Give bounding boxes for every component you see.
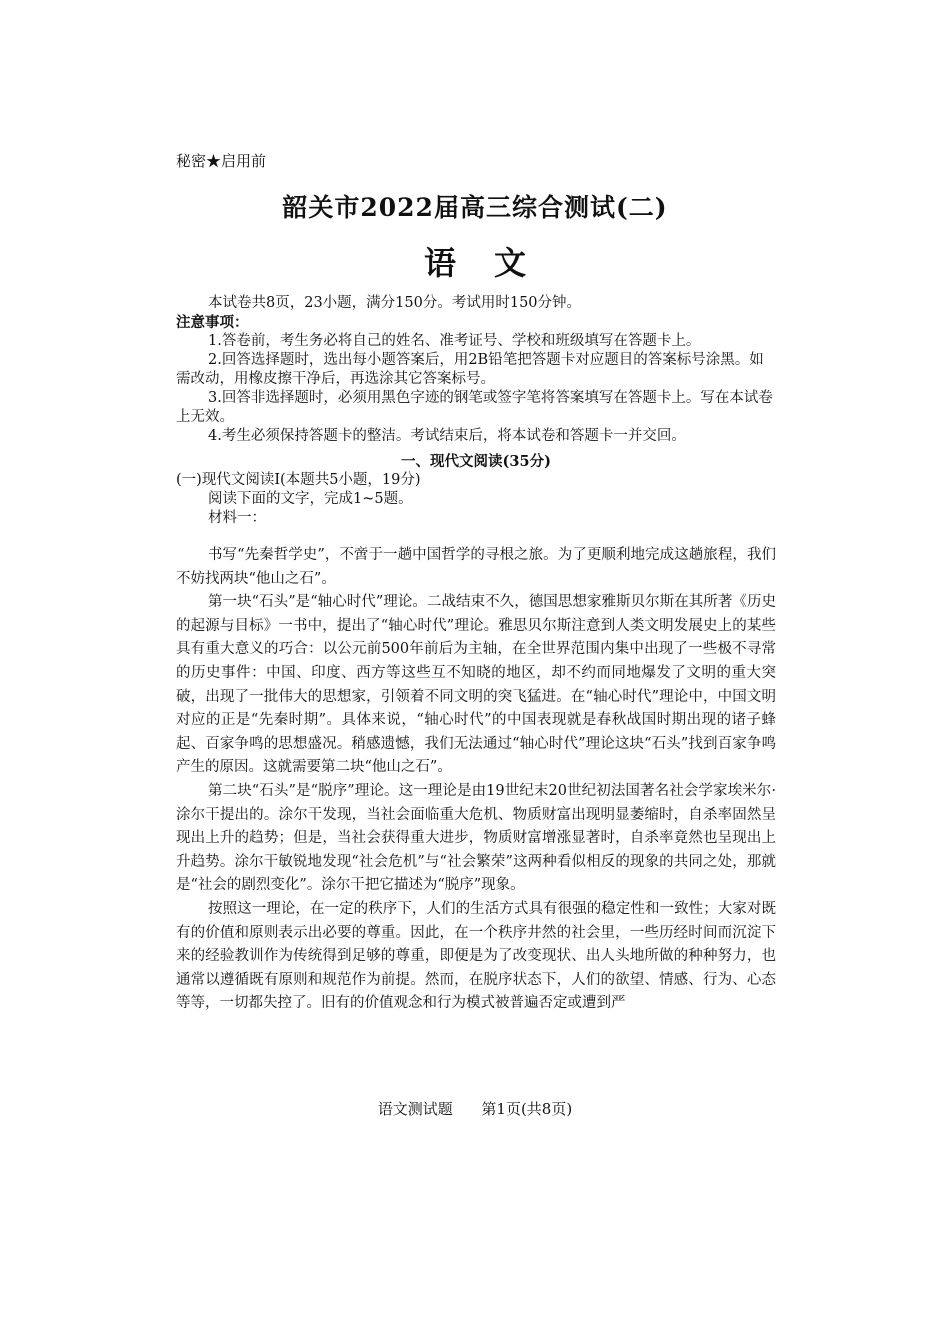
exam-title: 韶关市2022届高三综合测试(二)	[282, 193, 668, 222]
note-item: 2.回答选择题时，选出每小题答案后，用2B铅笔把答题卡对应题目的答案标号涂黑。如需改动，用橡皮擦干净后，再选涂其它答案标号。	[176, 352, 764, 387]
note-item: 4.考生必须保持答题卡的整洁。考试结束后，将本试卷和答题卡一并交回。	[208, 428, 686, 444]
passage-paragraph: 第一块“石头”是“轴心时代”理论。二战结束不久，德国思想家雅斯贝尔斯在其所著《历史的起源与目标》一书中，提出了“轴心时代”理论。雅思贝尔斯注意到人类文明发展史上的某些具有重大意义的巧合：以公元前500年前后为主轴，在全世界范围内集中出现了一些极不寻常的历史事件：中国、印度、西方等这些互不知晓的地区，却不约而同地爆发了文明的重大突破，出现了一批伟大的思想家，引领着不同文明的突飞猛进。在“轴心时代”理论中，中国文明对应的正是“先秦时期”。具体来说，“轴心时代”的中国表现就是春秋战国时期出现的诸子蜂起、百家争鸣的思想盛况。稍感遗憾，我们无法通过“轴心时代”理论这块“石头”找到百家争鸣产生的原因。这就需要第二块“他山之石”。	[176, 594, 776, 776]
note-item: 3.回答非选择题时，必须用黑色字迹的钢笔或签字笔将答案填写在答题卡上。写在本试卷上无效。	[176, 390, 773, 425]
exam-intro: 本试卷共8页，23小题，满分150分。考试用时150分钟。	[208, 295, 582, 311]
sub-section-title: (一)现代文阅读Ⅰ(本题共5小题，19分)	[176, 472, 421, 488]
notes-heading: 注意事项：	[176, 314, 249, 331]
reading-passage	[176, 544, 776, 1016]
exam-instructions	[176, 294, 776, 528]
subject-title: 语文	[423, 244, 564, 282]
note-item: 1.答卷前，考生务必将自己的姓名、准考证号、学校和班级填写在答题卡上。	[208, 333, 701, 349]
section-title: 一、现代文阅读(35分)	[401, 453, 551, 470]
footer-page-number: 第1页(共8页)	[481, 1100, 573, 1118]
footer-subject: 语文测试题	[377, 1100, 453, 1118]
passage-paragraph: 按照这一理论，在一定的秩序下，人们的生活方式具有很强的稳定性和一致性；大家对既有的价值和原则表示出必要的尊重。因此，在一个秩序井然的社会里，一些历经时间而沉淀下来的经验教训作为传统得到足够的尊重，即便是为了改变现状、出人头地所做的种种努力，也通常以遵循既有原则和规范作为前提。然而，在脱序状态下，人们的欲望、情感、行为、心态等等，一切都失控了。旧有的价值观念和行为模式被普遍否定或遭到严	[176, 900, 776, 1012]
material-label: 材料一：	[208, 510, 266, 526]
secret-mark: 秘密★启用前	[176, 152, 267, 170]
reading-instruction: 阅读下面的文字，完成1~5题。	[208, 491, 413, 507]
page-footer	[0, 1098, 950, 1119]
passage-paragraph: 书写“先秦哲学史”，不啻于一趟中国哲学的寻根之旅。为了更顺利地完成这趟旅程，我们不妨找两块“他山之石”。	[176, 547, 776, 587]
passage-paragraph: 第二块“石头”是“脱序”理论。这一理论是由19世纪末20世纪初法国著名社会学家埃米尔·涂尔干提出的。涂尔干发现，当社会面临重大危机、物质财富出现明显萎缩时，自杀率固然呈现出上升的趋势；但是，当社会获得重大进步，物质财富增涨显著时，自杀率竟然也呈现出上升趋势。涂尔干敏锐地发现“社会危机”与“社会繁荣”这两种看似相反的现象的共同之处，那就是“社会的剧烈变化”。涂尔干把它描述为“脱序”现象。	[176, 782, 776, 894]
